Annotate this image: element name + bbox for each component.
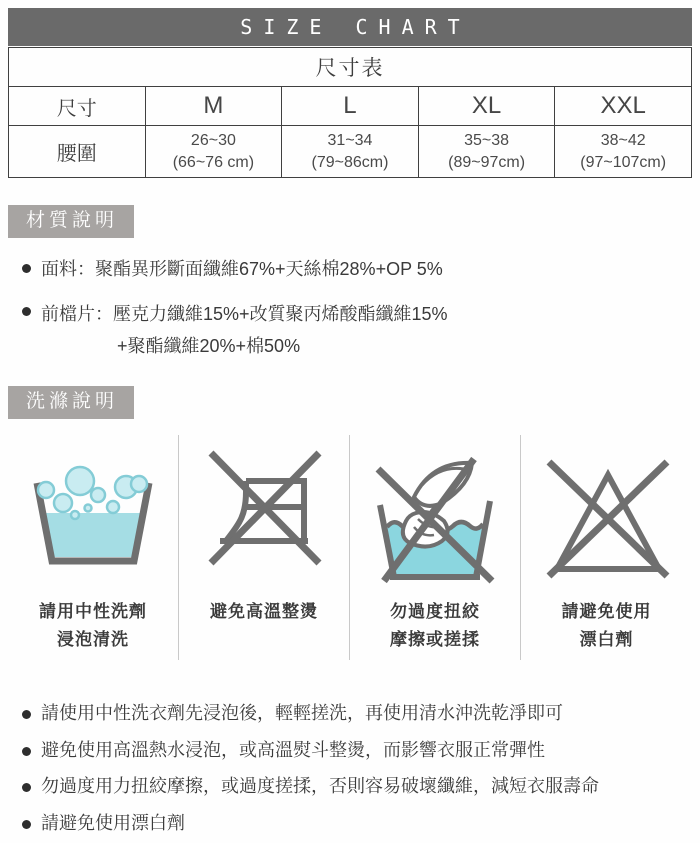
bullet-dot-icon	[22, 264, 31, 273]
waist-cm-xl: (89~97cm)	[448, 153, 526, 171]
material-item-front-panel-line2: +聚酯纖維20%+棉50%	[117, 335, 301, 356]
washing-section-title: 洗滌說明	[26, 391, 119, 413]
material-item-front-panel	[8, 299, 692, 362]
material-section-title-box	[8, 205, 134, 238]
washing-note: 避免使用高溫熱水浸泡，或高溫熨斗整燙，而影響衣服正常彈性	[8, 739, 692, 762]
no-bleach-icon	[532, 435, 682, 585]
washing-note: 請使用中性洗衣劑先浸泡後，輕輕搓洗，再使用清水沖洗乾淨即可	[8, 702, 692, 725]
size-table-title: 尺寸表	[9, 48, 692, 87]
bullet-dot-icon	[22, 820, 31, 829]
size-table	[8, 47, 692, 178]
waist-range-xxl: 38~42	[600, 131, 646, 149]
size-table-header-xxl: XXL	[555, 87, 692, 126]
wash-instruction-label: 請避免使用 漂白劑	[561, 601, 652, 650]
wash-instruction-soak	[8, 435, 179, 660]
size-table-cell-l	[282, 126, 419, 178]
bullet-dot-icon	[22, 710, 31, 719]
size-chart-banner	[8, 8, 692, 46]
washing-note: 請避免使用漂白劑	[8, 812, 692, 835]
size-table-header-size: 尺寸	[9, 87, 146, 126]
size-table-cell-m	[145, 126, 282, 178]
no-wringing-icon	[360, 435, 510, 585]
material-item-front-panel-line1: 前檔片：壓克力纖維15%+改質聚丙烯酸酯纖維15%	[41, 304, 448, 325]
waist-range-m: 26~30	[190, 131, 236, 149]
wash-instruction-label: 請用中性洗劑 浸泡清洗	[39, 601, 147, 650]
size-chart-banner-title: SIZE CHART	[240, 15, 471, 39]
size-table-header-m: M	[145, 87, 282, 126]
soak-wash-tub-icon	[18, 435, 168, 585]
waist-range-l: 31~34	[327, 131, 373, 149]
washing-notes-list	[8, 702, 692, 834]
bullet-dot-icon	[22, 307, 31, 316]
material-item-fabric-text: 面料：聚酯異形斷面纖維67%+天絲棉28%+OP 5%	[41, 258, 443, 279]
material-section-title: 材質說明	[26, 210, 119, 231]
wash-instruction-no-iron	[179, 435, 350, 660]
no-ironing-icon	[189, 435, 339, 585]
wash-instruction-no-bleach	[521, 435, 692, 660]
wash-instruction-label: 避免高溫整燙	[210, 601, 318, 621]
size-table-cell-xxl	[555, 126, 692, 178]
waist-cm-m: (66~76 cm)	[172, 153, 255, 171]
washing-section-title-box	[8, 386, 134, 419]
size-table-cell-xl	[418, 126, 555, 178]
material-item-fabric	[8, 256, 692, 282]
wash-instruction-no-wring	[350, 435, 521, 660]
size-table-row-label-waist: 腰圍	[9, 126, 146, 178]
waist-cm-xxl: (97~107cm)	[580, 153, 667, 171]
size-table-header-xl: XL	[418, 87, 555, 126]
wash-instruction-label: 勿過度扭絞 摩擦或搓揉	[390, 601, 480, 650]
bullet-dot-icon	[22, 747, 31, 756]
bullet-dot-icon	[22, 783, 31, 792]
wash-instruction-row	[8, 435, 692, 660]
waist-cm-l: (79~86cm)	[311, 153, 389, 171]
washing-note: 勿過度用力扭絞摩擦，或過度搓揉，否則容易破壞纖維，減短衣服壽命	[8, 775, 692, 798]
size-table-header-l: L	[282, 87, 419, 126]
waist-range-xl: 35~38	[464, 131, 510, 149]
